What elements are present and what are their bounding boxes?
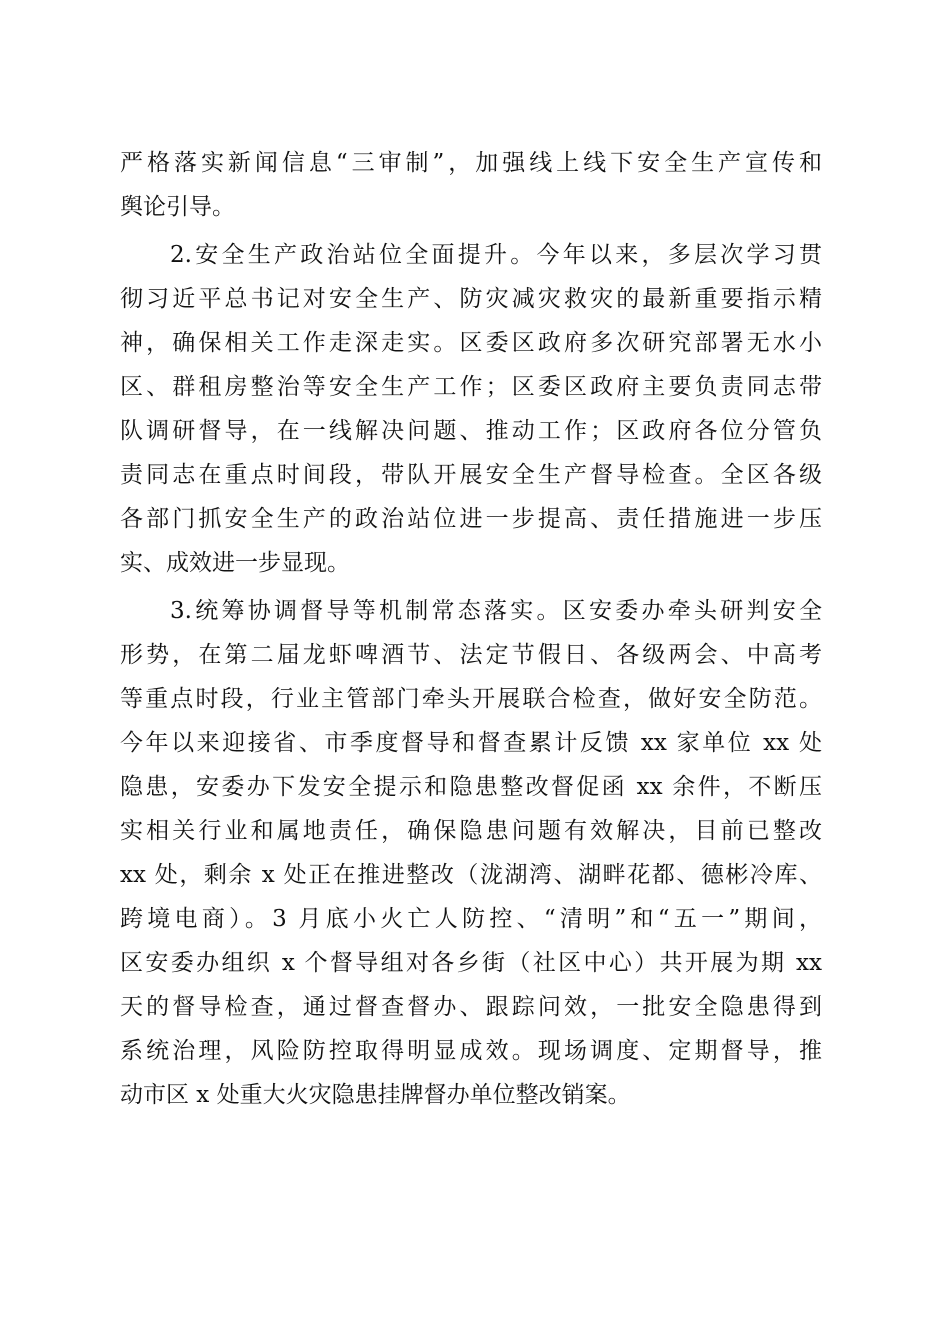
text-line: 天的督导检查，通过督查督办、跟踪问效，一批安全隐患得到 [120, 994, 822, 1020]
text-line: 形势，在第二届龙虾啤酒节、法定节假日、各级两会、中高考 [120, 642, 822, 668]
text-line: 区、群租房整治等安全生产工作；区委区政府主要负责同志带 [120, 374, 822, 400]
text-line: 系统治理，风险防控取得明显成效。现场调度、定期督导，推 [120, 1038, 822, 1064]
text-line: 实、成效进一步显现。 [120, 550, 350, 576]
text-line: 舆论引导。 [120, 194, 235, 220]
paragraph-publicity-continuation [120, 141, 822, 229]
text-line: 彻习近平总书记对安全生产、防灾减灾救灾的最新重要指示精 [120, 286, 822, 312]
text-line: 严格落实新闻信息“三审制”，加强线上线下安全生产宣传和 [120, 150, 822, 176]
text-line: 实相关行业和属地责任，确保隐患问题有效解决，目前已整改 [120, 818, 822, 844]
text-line: 各部门抓安全生产的政治站位进一步提高、责任措施进一步压 [120, 506, 822, 532]
paragraph-coordination-mechanism [120, 589, 822, 1117]
text-line: 隐患，安委办下发安全提示和隐患整改督促函 xx 余件，不断压 [120, 774, 822, 800]
document-page [120, 141, 822, 1117]
text-line: 动市区 x 处重大火灾隐患挂牌督办单位整改销案。 [120, 1082, 631, 1108]
text-line: 3.统筹协调督导等机制常态落实。区安委办牵头研判安全 [170, 598, 822, 624]
text-line: xx 处，剩余 x 处正在推进整改（泷湖湾、湖畔花都、德彬冷库、 [120, 862, 822, 888]
text-line: 区安委办组织 x 个督导组对各乡街（社区中心）共开展为期 xx [120, 950, 822, 976]
text-line: 责同志在重点时间段，带队开展安全生产督导检查。全区各级 [120, 462, 822, 488]
text-line: 今年以来迎接省、市季度督导和督查累计反馈 xx 家单位 xx 处 [120, 730, 822, 756]
text-line: 等重点时段，行业主管部门牵头开展联合检查，做好安全防范。 [120, 686, 822, 712]
text-line: 神，确保相关工作走深走实。区委区政府多次研究部署无水小 [120, 330, 822, 356]
text-line: 队调研督导，在一线解决问题、推动工作；区政府各位分管负 [120, 418, 822, 444]
text-line: 2.安全生产政治站位全面提升。今年以来，多层次学习贯 [170, 242, 822, 268]
text-line: 跨境电商）。3 月底小火亡人防控、“清明”和“五一”期间， [120, 906, 822, 932]
paragraph-political-stance [120, 233, 822, 585]
